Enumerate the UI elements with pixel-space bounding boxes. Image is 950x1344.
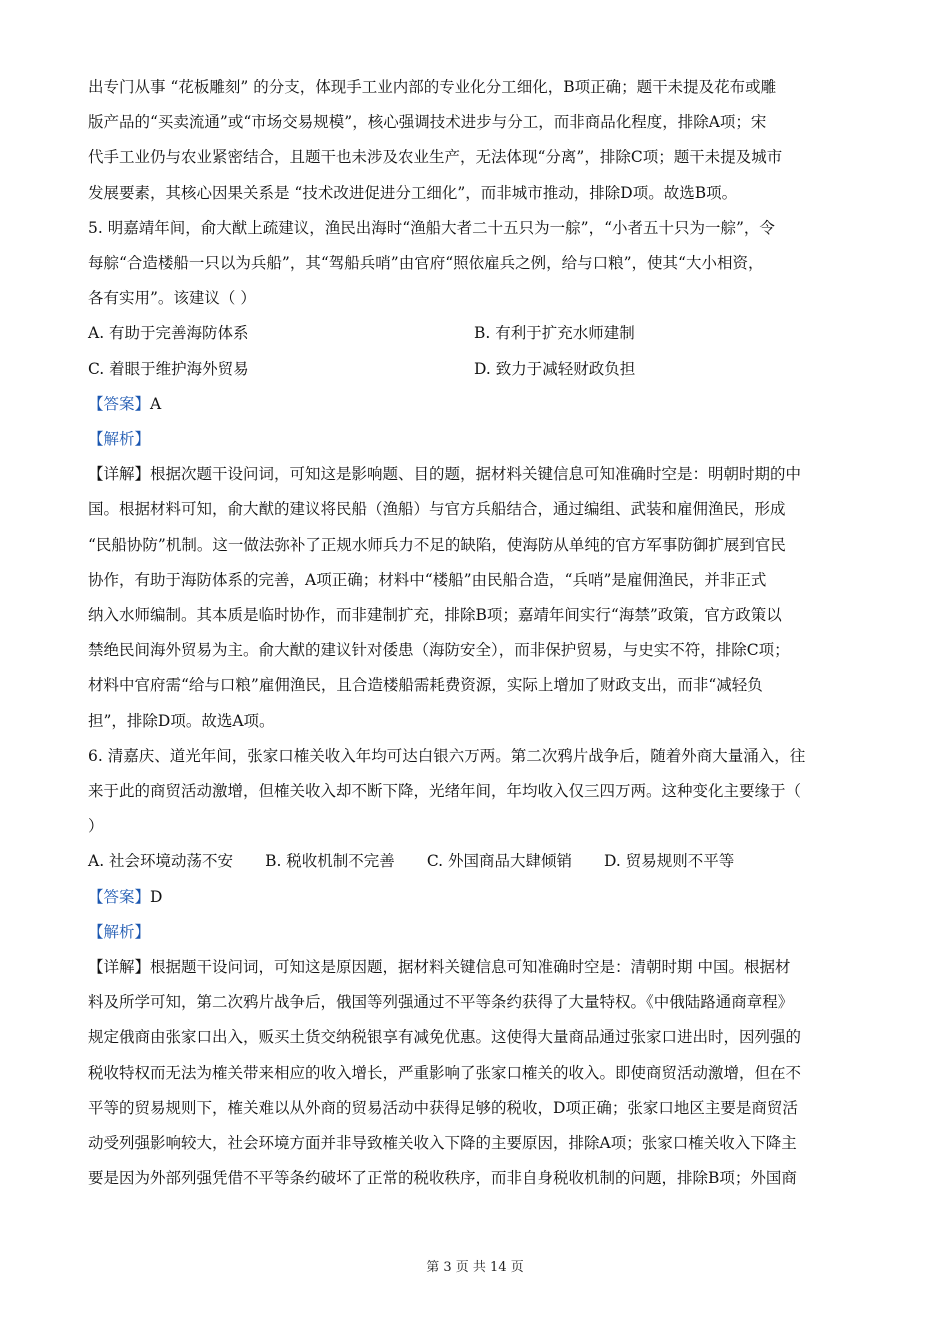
option-a: A. 社会环境动荡不安 bbox=[88, 852, 234, 871]
answer-line bbox=[88, 387, 860, 422]
question-stem-line: 每䑸“合造楼船一只以为兵船”，其“驾船兵哨”由官府“照依雇兵之例，给与口粮”，使其“大小相资， bbox=[88, 254, 764, 273]
detail-line: 要是因为外部列强凭借不平等条约破坏了正常的税收秩序，而非自身税收机制的问题，排除B项；外国商 bbox=[88, 1169, 797, 1188]
analysis-tag: 【解析】 bbox=[88, 922, 151, 941]
detail-tag: 【详解】 bbox=[88, 958, 151, 977]
q4-analysis-tail bbox=[88, 70, 860, 211]
detail-line: 担”，排除D项。故选A项。 bbox=[88, 711, 275, 730]
option-b: B. 有利于扩充水师建制 bbox=[474, 324, 635, 343]
question-stem-line: ） bbox=[88, 817, 104, 836]
answer-value: A bbox=[150, 394, 162, 413]
text-line: 版产品的“买卖流通”或“市场交易规模”，核心强调技术进步与分工，而非商品化程度，排除A项；宋 bbox=[88, 113, 767, 132]
detail-line: 国。根据材料可知，俞大猷的建议将民船（渔船）与官方兵船结合，通过编组、武装和雇佣渔民，形成 bbox=[88, 500, 786, 519]
options-row bbox=[88, 844, 860, 879]
option-a: A. 有助于完善海防体系 bbox=[88, 324, 249, 343]
text-line: 代手工业仍与农业紧密结合，且题干也未涉及农业生产，无法体现“分离”，排除C项；题干未提及城市 bbox=[88, 148, 783, 167]
detail-text: 根据题干设问词，可知这是原因题，据材料关键信息可知准确时空是：清朝时期 中国。根据材 bbox=[150, 958, 791, 977]
detail-line: 税收特权而无法为榷关带来相应的收入增长，严重影响了张家口榷关的收入。即使商贸活动激增，但在不 bbox=[88, 1063, 802, 1082]
analysis-tag: 【解析】 bbox=[88, 430, 151, 449]
detail-line: “民船协防”机制。这一做法弥补了正规水师兵力不足的缺陷，使海防从单纯的官方军事防御扩展到官民 bbox=[88, 535, 786, 554]
question-stem-line: 6. 清嘉庆、道光年间，张家口榷关收入年均可达白银六万两。第二次鸦片战争后，随着外商大量涌入，往 bbox=[88, 746, 806, 765]
option-d: D. 贸易规则不平等 bbox=[603, 852, 735, 871]
option-b: B. 税收机制不完善 bbox=[265, 852, 395, 871]
answer-tag: 【答案】 bbox=[88, 887, 151, 906]
detail-tag: 【详解】 bbox=[88, 465, 151, 484]
page-footer: 第 3 页 共 14 页 bbox=[426, 1260, 524, 1275]
detail-line: 动受列强影响较大，社会环境方面并非导致榷关收入下降的主要原因，排除A项；张家口榷关收入下降主 bbox=[88, 1134, 797, 1153]
detail-line bbox=[88, 950, 860, 985]
detail-text: 根据次题干设问词，可知这是影响题、目的题，据材料关键信息可知准确时空是：明朝时期的中 bbox=[150, 465, 802, 484]
answer-line bbox=[88, 880, 860, 915]
answer-value: D bbox=[150, 887, 163, 906]
detail-line: 料及所学可知，第二次鸦片战争后，俄国等列强通过不平等条约获得了大量特权。《中俄陆路通商章程》 bbox=[88, 993, 794, 1012]
question-6 bbox=[88, 739, 860, 1197]
question-5 bbox=[88, 211, 860, 739]
detail-line bbox=[88, 457, 860, 492]
analysis-line bbox=[88, 422, 860, 457]
detail-line: 材料中官府需“给与口粮”雇佣渔民，且合造楼船需耗费资源，实际上增加了财政支出，而非“减轻负 bbox=[88, 676, 763, 695]
detail-line: 纳入水师编制。其本质是临时协作，而非建制扩充，排除B项；嘉靖年间实行“海禁”政策，官方政策以 bbox=[88, 606, 782, 625]
option-c: C. 着眼于维护海外贸易 bbox=[88, 359, 249, 378]
detail-line: 禁绝民间海外贸易为主。俞大猷的建议针对倭患（海防安全），而非保护贸易，与史实不符，排除C项； bbox=[88, 641, 790, 660]
detail-line: 平等的贸易规则下，榷关难以从外商的贸易活动中获得足够的税收，D项正确；张家口地区主要是商贸活 bbox=[88, 1098, 798, 1117]
question-stem-line: 来于此的商贸活动激增，但榷关收入却不断下降，光绪年间，年均收入仅三四万两。这种变化主要缘于（ bbox=[88, 782, 802, 801]
options-grid bbox=[88, 316, 860, 386]
option-c: C. 外国商品大肆倾销 bbox=[426, 852, 572, 871]
analysis-line bbox=[88, 915, 860, 950]
question-stem-line: 5. 明嘉靖年间，俞大猷上疏建议，渔民出海时“渔船大者二十五只为一䑸”，“小者五十只为一䑸”，令 bbox=[88, 218, 775, 237]
detail-line: 协作，有助于海防体系的完善，A项正确；材料中“楼船”由民船合造，“兵哨”是雇佣渔民，并非正式 bbox=[88, 570, 767, 589]
text-line: 出专门从事 “花板雕刻” 的分支，体现手工业内部的专业化分工细化，B项正确；题干未提及花布或雕 bbox=[88, 78, 777, 96]
detail-line: 规定俄商由张家口出入，贩买土货交纳税银享有减免优惠。这使得大量商品通过张家口进出时，因列强的 bbox=[88, 1028, 802, 1047]
question-stem-line: 各有实用”。该建议（ ） bbox=[88, 289, 256, 308]
text-line: 发展要素，其核心因果关系是 “技术改进促进分工细化”，而非城市推动，排除D项。故选B项。 bbox=[88, 183, 738, 202]
document-page bbox=[88, 70, 860, 1197]
answer-tag: 【答案】 bbox=[88, 394, 151, 413]
option-d: D. 致力于减轻财政负担 bbox=[474, 359, 636, 378]
